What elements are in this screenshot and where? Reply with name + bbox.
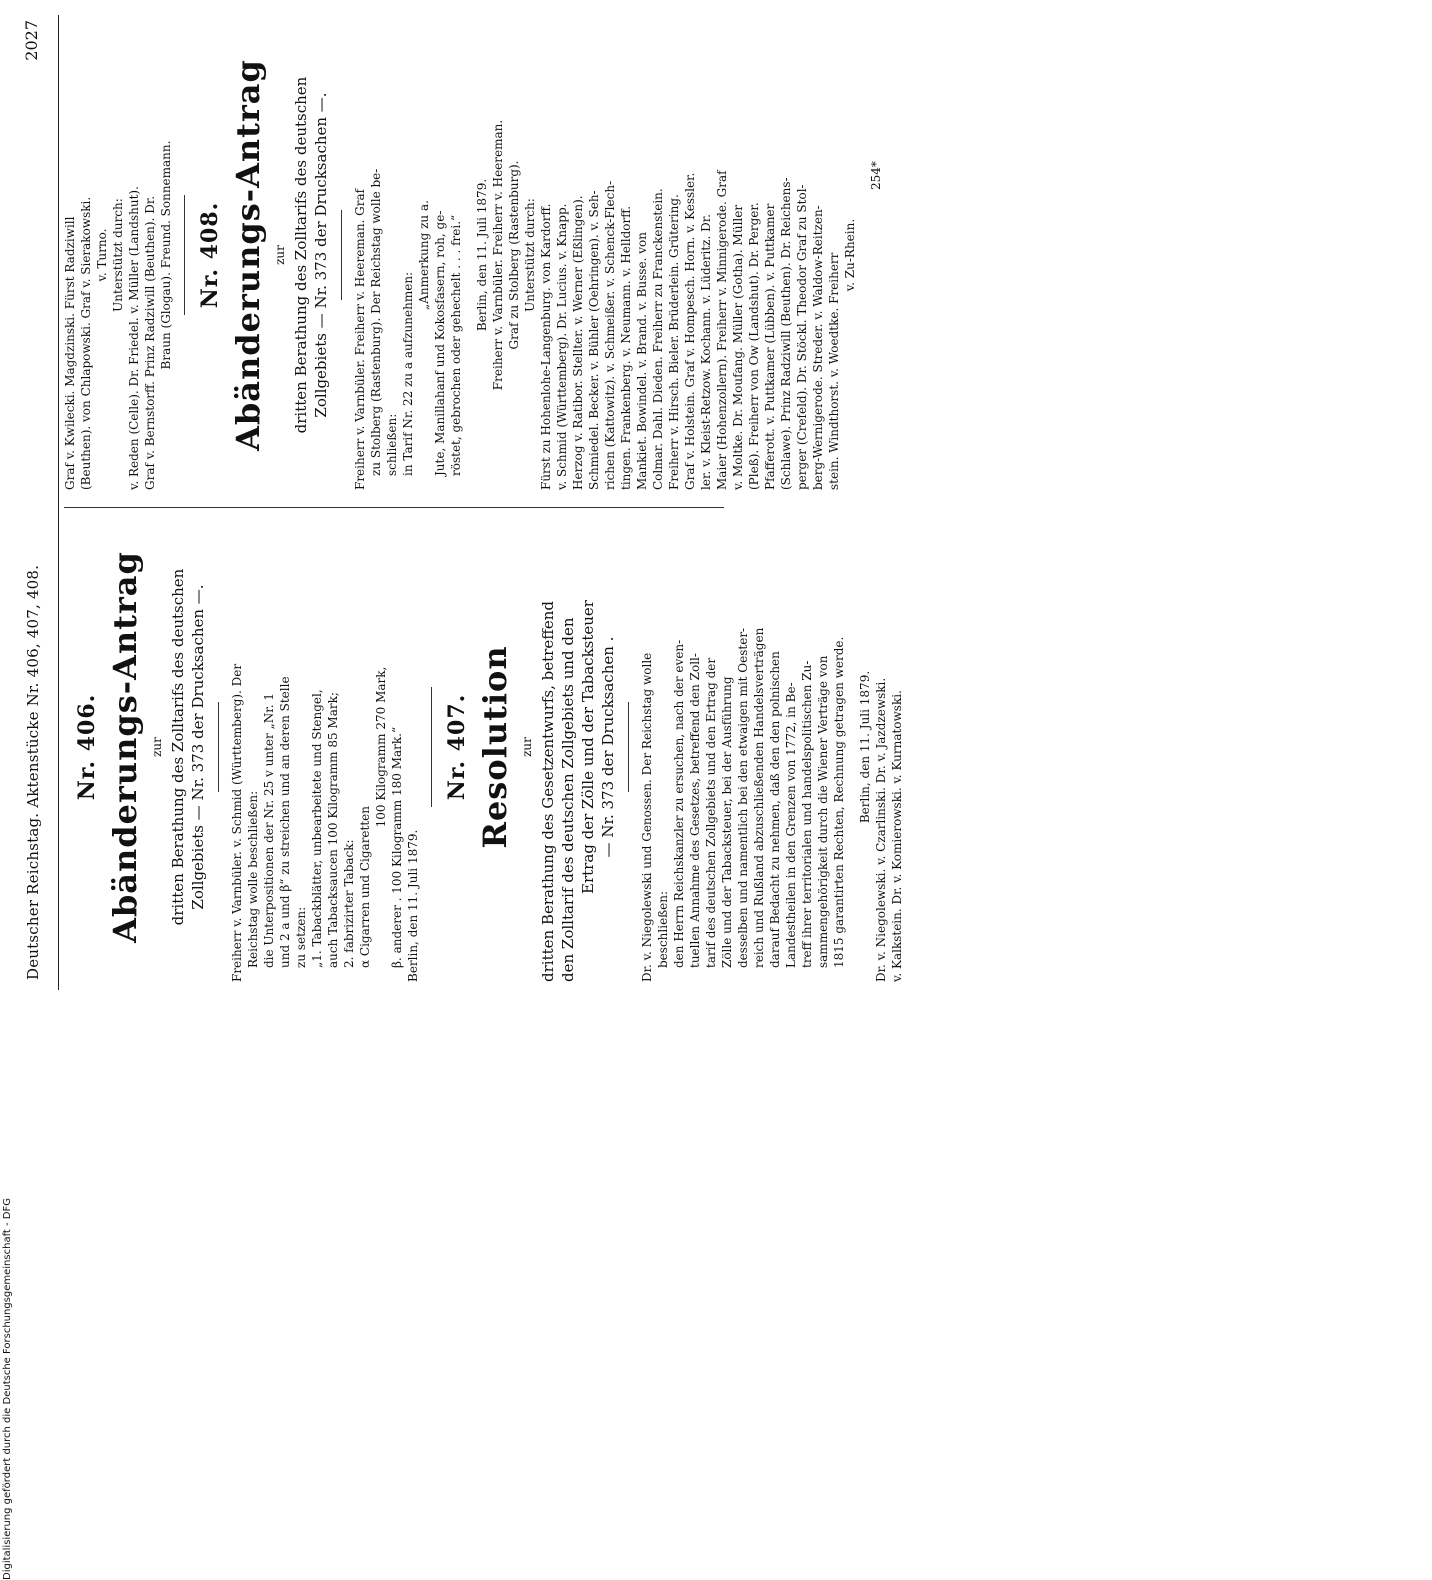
block-406-line: 2. fabrizirter Taback: xyxy=(342,839,356,968)
zur-406: zur xyxy=(150,737,164,757)
heading-407: Resolution xyxy=(476,645,514,849)
supporter-line: (Schlawe). Prinz Radziwill (Beuthen). Dr. Reichens- xyxy=(779,177,793,490)
intro-408-line-1: dritten Berathung des Zolltarifs des deutschen xyxy=(292,76,310,434)
supporter-line: Graf v. Kwilecki. Magdzinski. Fürst Radziwill xyxy=(63,216,77,490)
supporter-line: Maier (Hohenzollern). Freiherr v. Minnigerode. Graf xyxy=(715,170,729,490)
intro-407-line-3: Ertrag der Zölle und der Tabacksteuer xyxy=(579,600,597,894)
intro-406-line-2: Zollgebiets — Nr. 373 der Drucksachen —. xyxy=(189,584,207,910)
block-407-line: darauf Bedacht zu nehmen, daß den den polnischen xyxy=(768,651,782,968)
block-407-line: desselben und namentlich bei den etwaigen mit Oester- xyxy=(736,627,750,968)
header-rule xyxy=(58,15,59,990)
supporters-406 xyxy=(126,20,174,490)
block-408-line: Freiherr v. Varnbüler. Freiherr v. Heereman. Graf xyxy=(353,188,367,490)
section-rule xyxy=(218,702,219,792)
supporter-line: v. Turno. xyxy=(95,228,109,282)
block-407-line: tarif des deutschen Zollgebiets und den Ertrag der xyxy=(704,657,718,968)
place-date-406: Berlin, den 11. Juli 1879. xyxy=(406,829,420,982)
supporter-line: Herzog v. Ratibor. Stellter. v. Werner (Eßlingen). xyxy=(571,195,585,490)
block-407-line: reich und Rußland abzuschließenden Handelsverträgen xyxy=(752,627,766,968)
block-407 xyxy=(639,512,847,982)
block-408 xyxy=(352,20,464,490)
block-407-line: 1815 garantirten Rechten, Rechnung getragen werde. xyxy=(832,636,846,968)
supporter-line: Braun (Glogau). Freund. Sonnemann. xyxy=(159,140,173,370)
document-number-406: Nr. 406. xyxy=(74,693,100,801)
supporter-line: Graf v. Holstein. Graf v. Hompesch. Horn. v. Kessler. xyxy=(683,172,697,490)
unterstuetzt-label-2: Unterstützt durch: xyxy=(523,198,537,312)
zur-407: zur xyxy=(520,737,534,757)
section-rule xyxy=(341,210,342,300)
block-408-line: röstet, gebrochen oder gehechelt . . . frei.“ xyxy=(449,214,463,476)
place-date-408: Berlin, den 11. Juli 1879. xyxy=(475,178,489,332)
block-406-line: α Cigarren und Cigaretten xyxy=(358,805,372,968)
intro-407-line-1: dritten Berathung des Gesetzentwurfs, betreffend xyxy=(539,600,557,982)
block-408-line: Jute, Manillahanf und Kokosfasern, roh, ge- xyxy=(433,210,447,476)
section-rule xyxy=(431,687,432,807)
intro-408-line-2: Zollgebiets — Nr. 373 der Drucksachen —. xyxy=(312,92,330,418)
block-406-line: Freiherr v. Varnbüler. v. Schmid (Württemberg). Der xyxy=(230,663,244,982)
intro-407-line-2: den Zolltarif des deutschen Zollgebiets und den xyxy=(559,617,577,982)
block-406 xyxy=(229,512,405,982)
intro-406-line-1: dritten Berathung des Zolltarifs des deutschen xyxy=(169,568,187,926)
block-408-line: schließen: xyxy=(385,413,399,476)
supporter-line: (Pleß). Freiherr von Ow (Landshut). Dr. Perger. xyxy=(747,202,761,490)
block-406-line: auch Tabacksaucen 100 Kilogramm 85 Mark; xyxy=(326,692,340,968)
block-407-line: tuellen Annahme des Gesetzes, betreffend den Zoll- xyxy=(688,653,702,968)
column-divider xyxy=(64,507,724,508)
block-407-line: Zölle und der Tabacksteuer, bei der Ausführung xyxy=(720,676,734,968)
unterstuetzt-label-1: Unterstützt durch: xyxy=(111,198,125,312)
heading-408: Abänderungs-Antrag xyxy=(229,59,267,451)
right-column xyxy=(62,20,884,490)
block-406-line: zu setzen: xyxy=(294,906,308,968)
supporter-line: Freiherr v. Hirsch. Bieler. Brüderlein. Grütering. xyxy=(667,194,681,490)
block-406-line: β. anderer . 100 Kilogramm 180 Mark.“ xyxy=(390,726,404,968)
signature-407-line-1: Dr. v. Niegolewski. v. Czarlinski. Dr. v. Jazdzewski. xyxy=(874,677,888,982)
supporter-line: Graf v. Bernstorff. Prinz Radziwill (Beuthen). Dr. xyxy=(143,195,157,490)
zur-408: zur xyxy=(273,245,287,265)
supporter-line: Schmiedel. Becker. v. Bühler (Oehringen). v. Seh- xyxy=(587,190,601,490)
block-407-line: Landestheilen in den Grenzen von 1772, in Be- xyxy=(784,682,798,968)
supporters-406-top xyxy=(62,20,110,490)
document-number-408: Nr. 408. xyxy=(197,201,223,309)
place-date-407: Berlin, den 11. Juli 1879. xyxy=(858,670,872,824)
section-rule xyxy=(184,195,185,315)
block-406-line: und 2 a und β“ zu streichen und an deren Stelle xyxy=(278,676,292,968)
page-number: 2027 xyxy=(22,20,41,61)
supporters-408 xyxy=(538,20,858,490)
block-406-line: Reichstag wolle beschließen: xyxy=(246,790,260,968)
block-407-line: beschließen: xyxy=(656,890,670,968)
left-column xyxy=(62,512,905,982)
block-408-line: in Tarif Nr. 22 zu a aufzunehmen: xyxy=(401,271,415,476)
signer-408-line-1: Freiherr v. Varnbüler. Freiherr v. Heereman. xyxy=(491,119,505,391)
supporter-line: (Beuthen). von Chlapowski. Graf v. Sierakowski. xyxy=(79,196,93,490)
page-header xyxy=(18,20,52,980)
supporter-line: Mankiet. Bowindel. v. Brand. v. Busse. von xyxy=(635,231,649,490)
signer-408-line-2: Graf zu Stolberg (Rastenburg). xyxy=(507,160,521,350)
supporter-line: Fürst zu Hohenlohe-Langenburg. von Kardorff. xyxy=(539,203,553,490)
block-407-line: Dr. v. Niegolewski und Genossen. Der Reichstag wolle xyxy=(640,652,654,982)
supporter-line: berg-Wernigerode. Streder. v. Waldow-Reitzen- xyxy=(811,205,825,490)
supporter-line: perger (Crefeld). Dr. Stöckl. Theodor Graf zu Stol- xyxy=(795,184,809,490)
supporter-line: Pfafferott. v. Puttkamer (Lübben). v. Puttkamer xyxy=(763,203,777,490)
supporter-line: v. Schmid (Württemberg). Dr. Lucius. v. Knapp. xyxy=(555,203,569,490)
supporter-line: v. Reden (Celle). Dr. Friedel. v. Müller (Landshut). xyxy=(127,186,141,490)
signature-407-line-2: v. Kalkstein. Dr. v. Komierowski. v. Kurnatowski. xyxy=(890,690,904,982)
section-rule xyxy=(628,702,629,792)
heading-406: Abänderungs-Antrag xyxy=(106,551,144,943)
supporter-line: v. Moltke. Dr. Moufang. Müller (Gotha). Müller xyxy=(731,204,745,490)
block-407-line: treff ihrer territorialen und handelspolitischen Zu- xyxy=(800,660,814,968)
block-408-line: zu Stolberg (Rastenburg). Der Reichstag wolle be- xyxy=(369,168,383,476)
block-406-line: die Unterpositionen der Nr. 25 v unter „Nr. 1 xyxy=(262,693,276,968)
block-406-line: „1. Tabackblätter, unbearbeitete und Stengel, xyxy=(310,689,324,968)
supporter-line: v. Zu-Rhein. xyxy=(843,218,857,292)
supporter-line: richen (Kattowitz). v. Schmeißer. v. Schenck-Flech- xyxy=(603,180,617,490)
document-number-407: Nr. 407. xyxy=(444,693,470,801)
intro-407-line-4: — Nr. 373 der Drucksachen . xyxy=(599,636,617,858)
supporter-line: ler. v. Kleist-Retzow. Kochann. v. Lüderitz. Dr. xyxy=(699,214,713,490)
footer-strip xyxy=(0,600,20,1580)
supporter-line: Colmar. Dahl. Dieden. Freiherr zu Franckenstein. xyxy=(651,188,665,490)
block-407-line: den Herrn Reichskanzler zu ersuchen, nach der even- xyxy=(672,639,686,968)
block-408-line: „Anmerkung zu a. xyxy=(417,200,431,310)
block-407-line: sammengehörigkeit durch die Wiener Verträge von xyxy=(816,655,830,968)
supporter-line: tingen. Frankenberg. v. Neumann. v. Helldorff. xyxy=(619,205,633,490)
supporter-line: stein. Windthorst. v. Woedtke. Freiherr xyxy=(827,252,841,490)
digitization-credit-text: Digitalisierung gefördert durch die Deutsche Forschungsgemeinschaft - DFG xyxy=(2,1197,13,1580)
block-406-line: 100 Kilogramm 270 Mark, xyxy=(374,666,388,828)
page-mark: 254* xyxy=(869,161,883,190)
running-title: Deutscher Reichstag. Aktenstücke Nr. 406, 407, 408. xyxy=(24,564,42,980)
digitization-credit xyxy=(2,1198,13,1580)
